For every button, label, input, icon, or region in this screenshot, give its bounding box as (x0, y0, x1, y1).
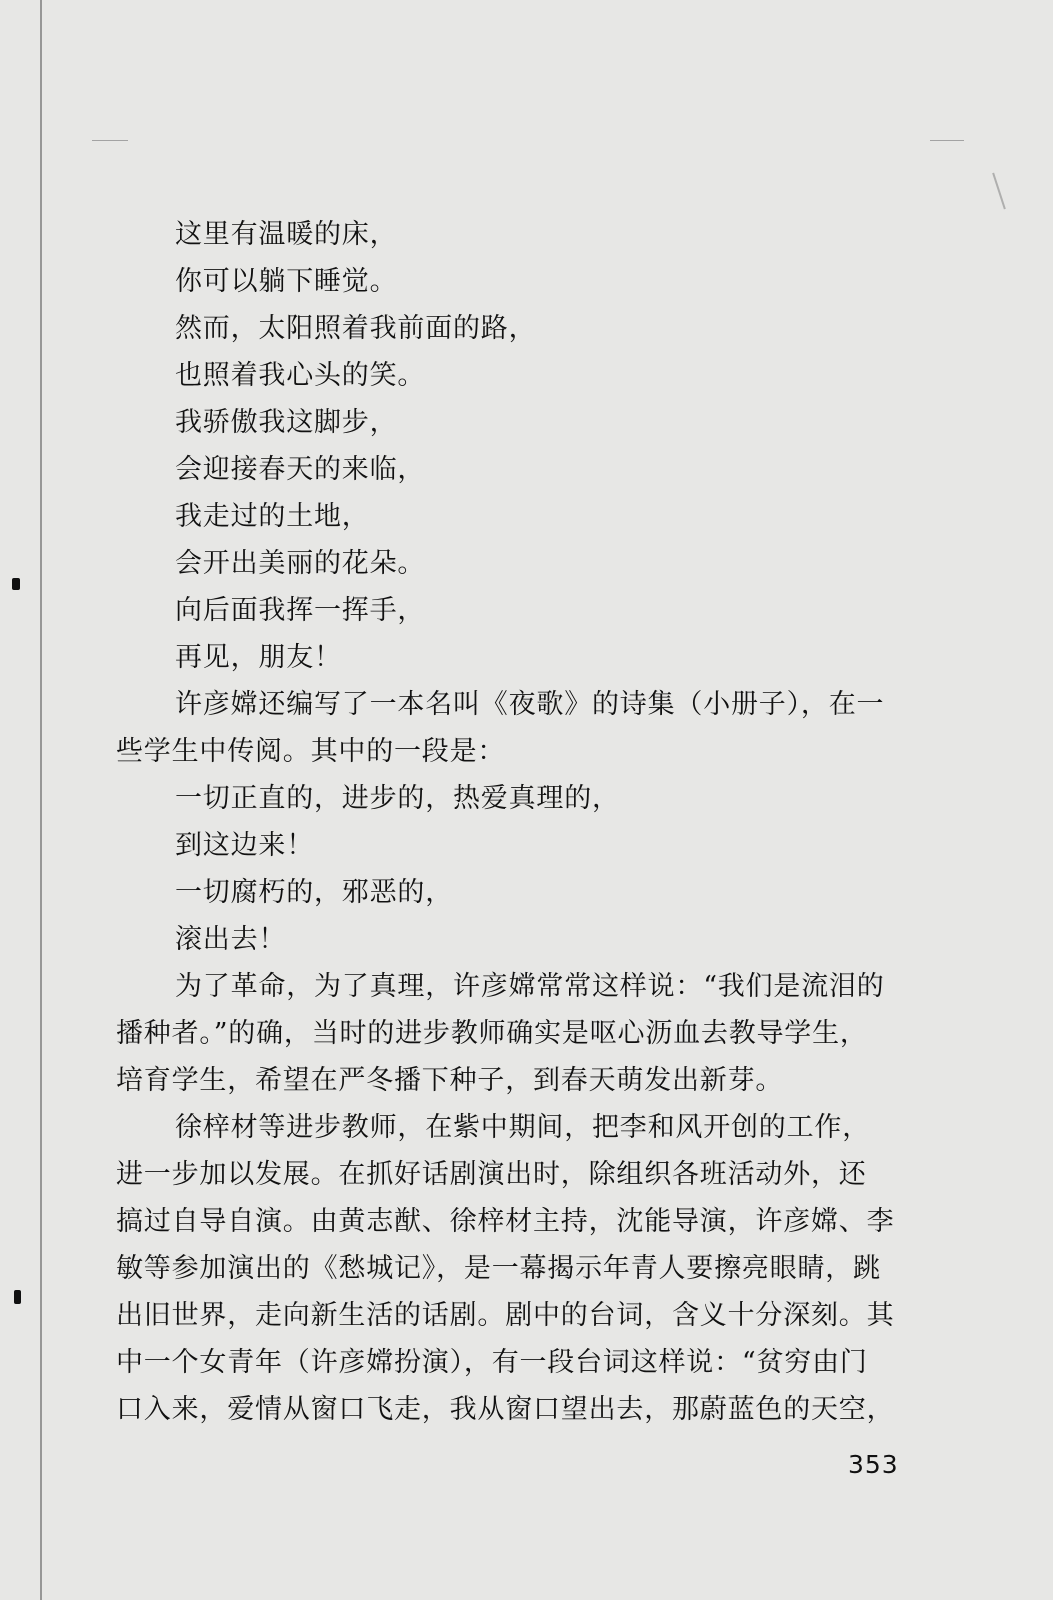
paragraph-line: 敏等参加演出的《愁城记》，是一幕揭示年青人要擦亮眼睛，跳 (116, 1253, 881, 1284)
verse-line: 会迎接春天的来临， (175, 454, 426, 485)
paragraph-line: 进一步加以发展。在抓好话剧演出时，除组织各班活动外，还 (116, 1159, 867, 1190)
verse-line: 也照着我心头的笑。 (175, 360, 426, 391)
paragraph-line: 培育学生，希望在严冬播下种子，到春天萌发出新芽。 (116, 1065, 784, 1096)
paragraph-line: 中一个女青年（许彦嫦扮演），有一段台词这样说：“贫穷由门 (116, 1347, 868, 1378)
page-edge-line (40, 0, 42, 1600)
verse-line: 我骄傲我这脚步， (175, 407, 398, 438)
paragraph-line: 搞过自导自演。由黄志猷、徐梓材主持，沈能导演，许彦嫦、李 (116, 1206, 895, 1237)
paragraph-line: 许彦嫦还编写了一本名叫《夜歌》的诗集（小册子），在一 (175, 689, 885, 720)
verse-line: 再见，朋友！ (175, 642, 342, 673)
margin-mark (92, 140, 128, 141)
verse-line: 我走过的土地， (175, 501, 370, 532)
verse-line: 会开出美丽的花朵。 (175, 548, 426, 579)
verse-line: 你可以躺下睡觉。 (175, 266, 398, 297)
scan-speck (14, 1290, 21, 1304)
verse-line: 这里有温暖的床， (175, 219, 398, 250)
margin-mark (992, 173, 1006, 210)
paragraph-line: 为了革命，为了真理，许彦嫦常常这样说：“我们是流泪的 (175, 971, 885, 1002)
scan-speck (12, 578, 20, 590)
margin-mark (930, 140, 964, 141)
verse-line: 然而，太阳照着我前面的路， (175, 313, 537, 344)
page-number: 353 (848, 1450, 899, 1479)
verse-line: 一切正直的，进步的，热爱真理的， (175, 783, 620, 814)
verse-line: 滚出去！ (175, 924, 287, 955)
verse-line: 到这边来！ (175, 830, 314, 861)
paragraph-line: 徐梓材等进步教师，在紫中期间，把李和风开创的工作， (175, 1112, 870, 1143)
paragraph-line: 些学生中传阅。其中的一段是： (116, 736, 506, 767)
verse-line: 一切腐朽的，邪恶的， (175, 877, 453, 908)
paragraph-line: 口入来，爱情从窗口飞走，我从窗口望出去，那蔚蓝色的天空， (116, 1394, 895, 1425)
verse-line: 向后面我挥一挥手， (175, 595, 426, 626)
paragraph-line: 出旧世界，走向新生活的话剧。剧中的台词，含义十分深刻。其 (116, 1300, 895, 1331)
paragraph-line: 播种者。”的确，当时的进步教师确实是呕心沥血去教导学生， (116, 1018, 868, 1049)
